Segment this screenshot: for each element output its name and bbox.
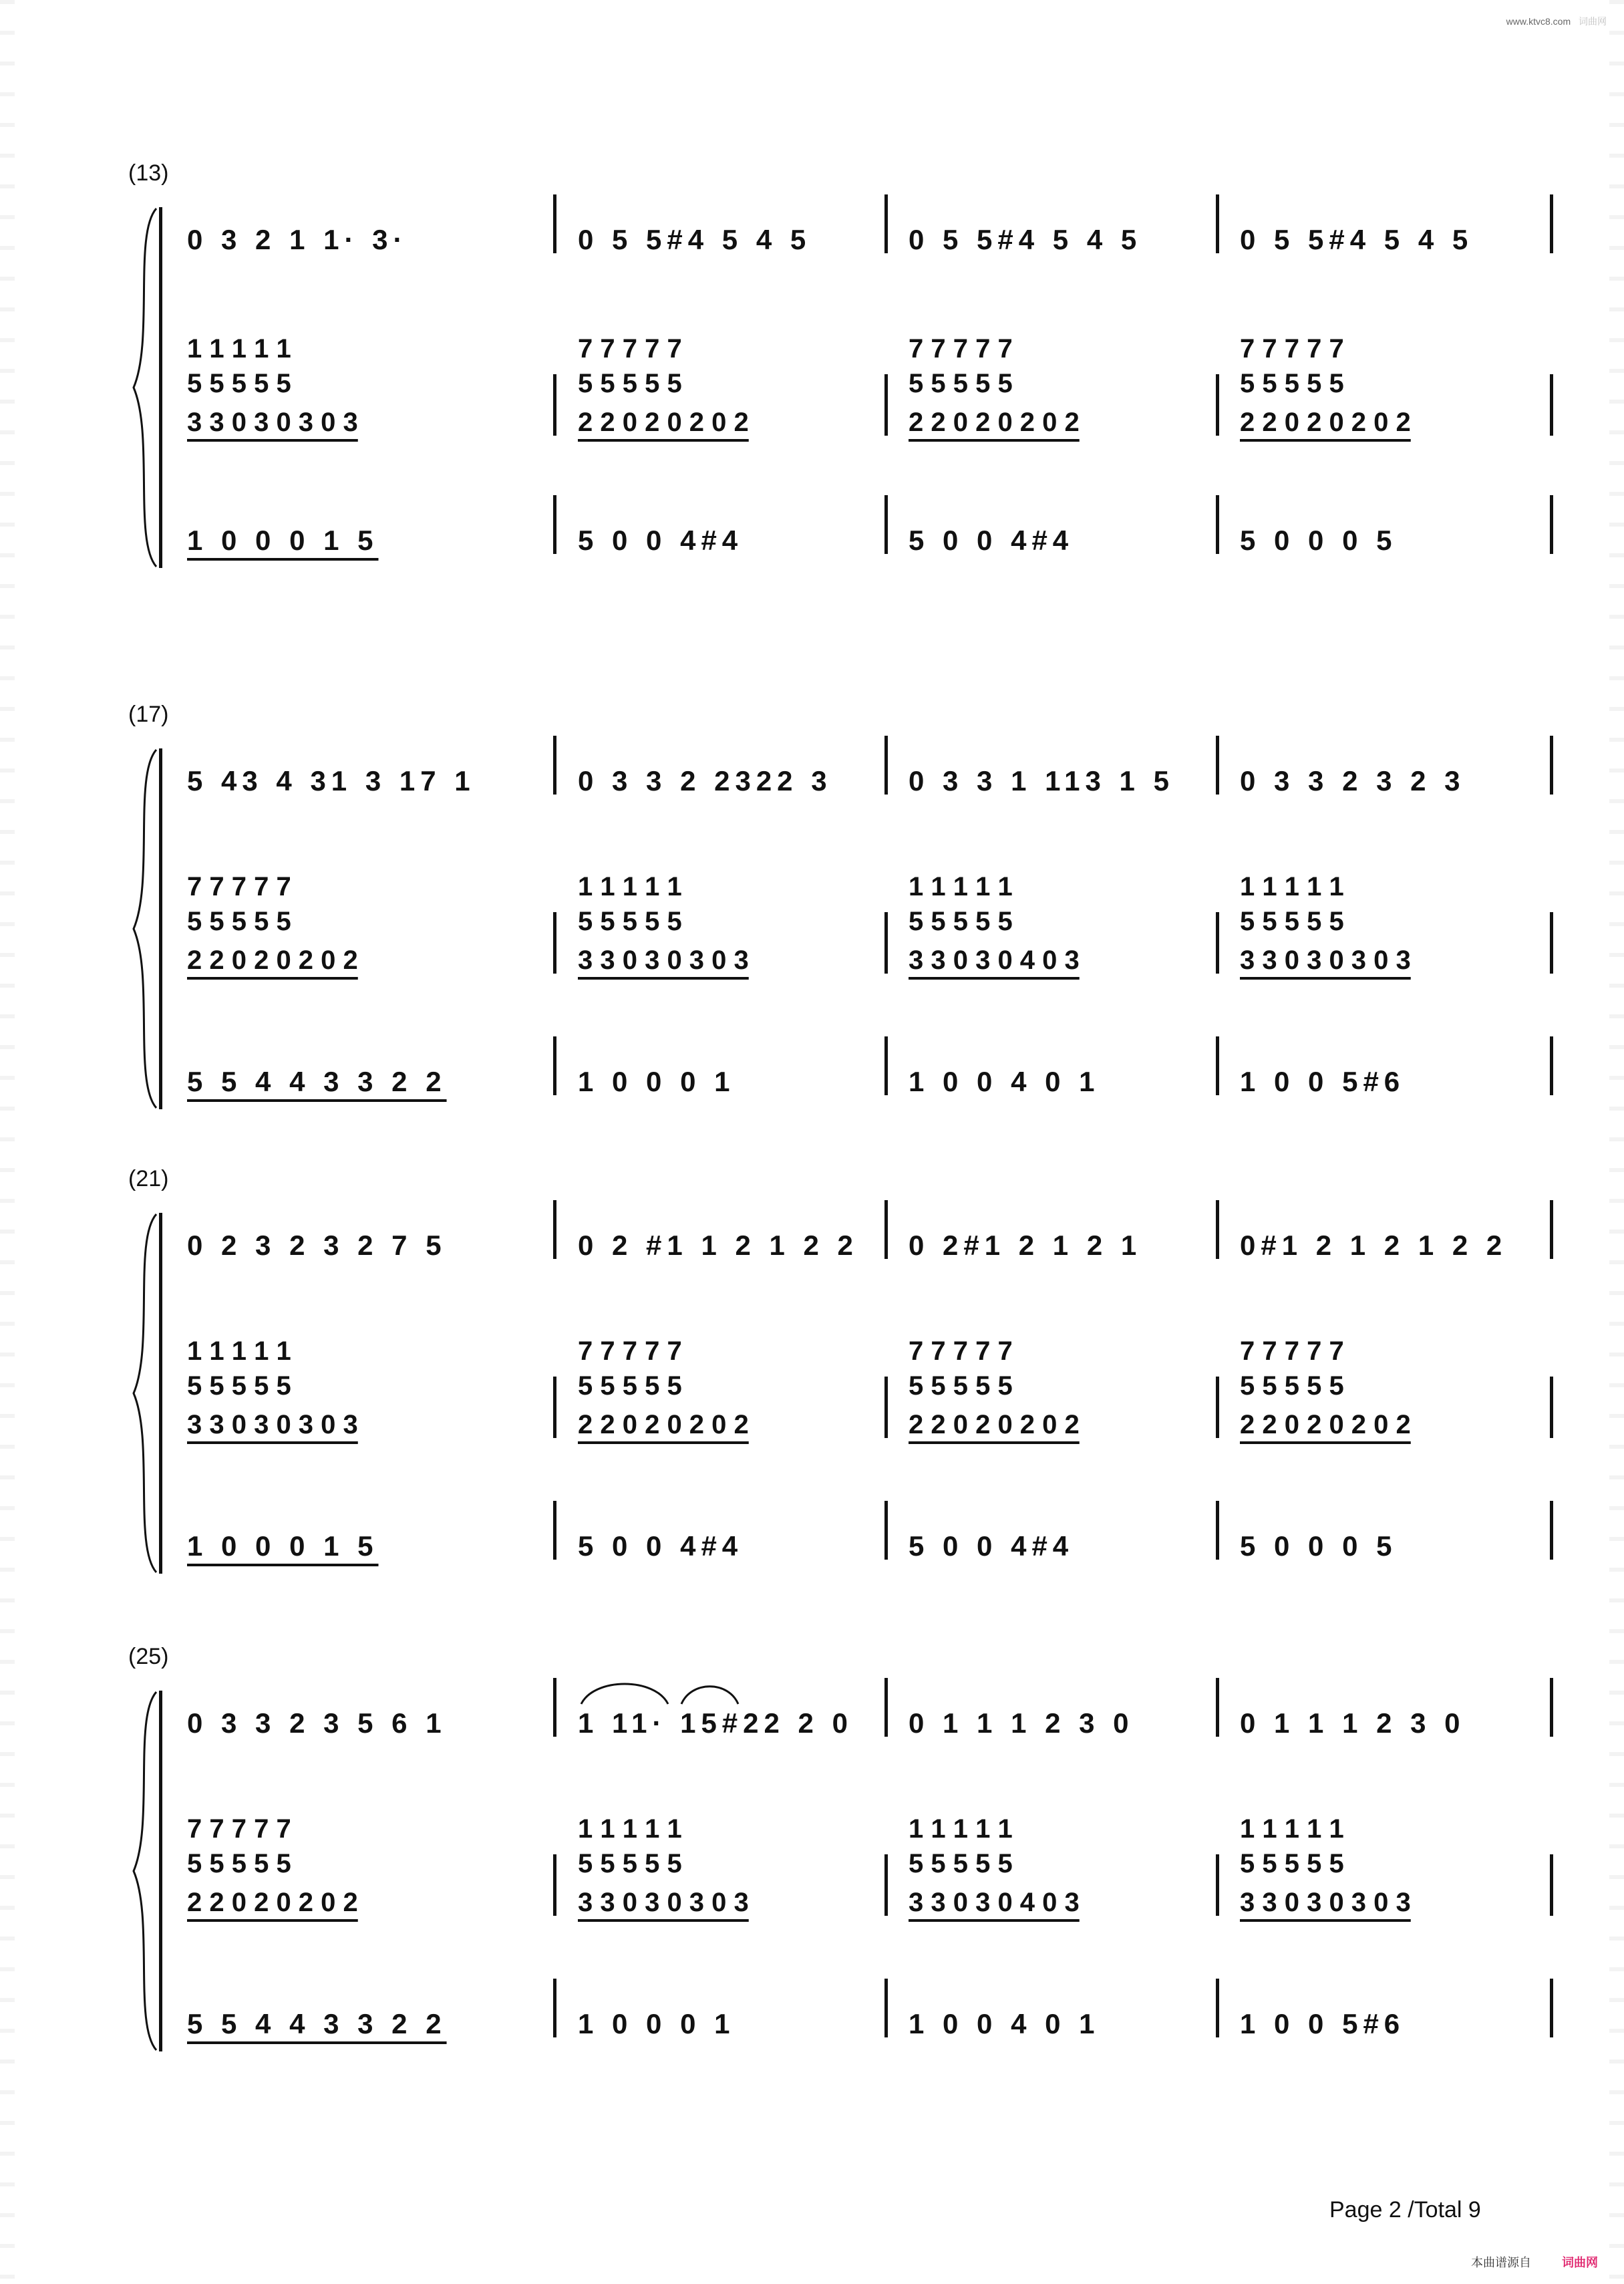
barline bbox=[553, 912, 556, 974]
chord-mid-row: 5 5 5 5 5 bbox=[909, 1371, 1013, 1401]
measure: 0 5 5#4 5 4 5 bbox=[1240, 224, 1474, 255]
chord-staff bbox=[187, 1814, 1496, 1917]
barline bbox=[1216, 194, 1219, 253]
barline bbox=[1550, 736, 1553, 795]
chord-top-row: 1 1 1 1 1 bbox=[187, 1336, 291, 1366]
melody-staff bbox=[187, 1230, 1508, 1270]
chord-top-row: 1 1 1 1 1 bbox=[909, 1814, 1013, 1844]
system-left-line bbox=[159, 207, 162, 568]
chord-mid-row: 5 5 5 5 5 bbox=[1240, 369, 1344, 398]
chord-bottom-row: 2 2 0 2 0 2 0 2 bbox=[578, 1410, 749, 1439]
measure: 5 0 0 0 5 bbox=[1240, 525, 1398, 556]
score-system-1 bbox=[120, 154, 1496, 581]
chord-mid-row: 5 5 5 5 5 bbox=[187, 369, 291, 398]
barline bbox=[1216, 1979, 1219, 2037]
barline bbox=[884, 1377, 888, 1438]
footer-credit-brand: 词曲网 bbox=[1562, 2256, 1598, 2269]
grand-staff-brace bbox=[127, 748, 160, 1109]
chord-top-row: 1 1 1 1 1 bbox=[578, 872, 682, 901]
measure: 1 0 0 4 0 1 bbox=[909, 2008, 1100, 2039]
barline bbox=[1216, 1854, 1219, 1916]
barline bbox=[1550, 495, 1553, 554]
score-system-2 bbox=[120, 695, 1496, 1123]
measure: 0 1 1 1 2 3 0 bbox=[1240, 1707, 1466, 1739]
barline bbox=[1216, 374, 1219, 436]
measure: 0 3 3 1 113 1 5 bbox=[909, 765, 1174, 797]
measure: 5 0 0 4#4 bbox=[909, 1530, 1074, 1562]
measure: 1 0 0 0 1 5 bbox=[187, 525, 379, 556]
barline bbox=[553, 1501, 556, 1560]
chord-bottom-row: 2 2 0 2 0 2 0 2 bbox=[1240, 408, 1411, 437]
barline bbox=[553, 495, 556, 554]
bass-staff bbox=[187, 1530, 1496, 1570]
chord-mid-row: 5 5 5 5 5 bbox=[909, 907, 1013, 936]
grand-staff-brace bbox=[127, 1691, 160, 2051]
measure: 5 0 0 4#4 bbox=[578, 1530, 744, 1562]
page-header bbox=[1506, 15, 1607, 28]
chord-top-row: 7 7 7 7 7 bbox=[909, 1336, 1013, 1366]
barline bbox=[1550, 912, 1553, 974]
melody-staff bbox=[187, 1707, 1496, 1747]
chord-top-row: 1 1 1 1 1 bbox=[909, 872, 1013, 901]
chord-bottom-row: 3 3 0 3 0 3 0 3 bbox=[187, 1410, 358, 1439]
chord-bottom-row: 2 2 0 2 0 2 0 2 bbox=[187, 946, 358, 975]
footer-credit-label: 本曲谱源自 bbox=[1471, 2256, 1531, 2269]
barline bbox=[1550, 1036, 1553, 1095]
barline bbox=[1216, 912, 1219, 974]
barline bbox=[1550, 194, 1553, 253]
site-url: www.ktvc8.com bbox=[1506, 16, 1571, 27]
measure: 0 3 3 2 2322 3 bbox=[578, 765, 832, 797]
measure: 0#1 2 1 2 1 2 2 bbox=[1240, 1230, 1508, 1261]
chord-bottom-row: 3 3 0 3 0 3 0 3 bbox=[578, 946, 749, 975]
chord-bottom-row: 3 3 0 3 0 3 0 3 bbox=[1240, 946, 1411, 975]
measure: 0 5 5#4 5 4 5 bbox=[578, 224, 812, 255]
chord-top-row: 1 1 1 1 1 bbox=[578, 1814, 682, 1844]
chord-top-row: 7 7 7 7 7 bbox=[187, 872, 291, 901]
chord-top-row: 1 1 1 1 1 bbox=[1240, 1814, 1344, 1844]
barline bbox=[553, 1036, 556, 1095]
measure: 1 0 0 5#6 bbox=[1240, 1066, 1406, 1097]
measure: 0 2 3 2 3 2 7 5 bbox=[187, 1230, 447, 1261]
right-watermark-strip bbox=[1609, 0, 1624, 2284]
chord-staff bbox=[187, 334, 1496, 437]
measure: 5 0 0 4#4 bbox=[909, 525, 1074, 556]
chord-bottom-row: 2 2 0 2 0 2 0 2 bbox=[909, 408, 1080, 437]
chord-bottom-row: 2 2 0 2 0 2 0 2 bbox=[1240, 1410, 1411, 1439]
measure: 0 2#1 2 1 2 1 bbox=[909, 1230, 1142, 1261]
chord-top-row: 7 7 7 7 7 bbox=[909, 334, 1013, 364]
chord-top-row: 7 7 7 7 7 bbox=[578, 1336, 682, 1366]
barline bbox=[884, 1678, 888, 1737]
system-left-line bbox=[159, 1691, 162, 2051]
chord-staff bbox=[187, 872, 1496, 975]
bass-staff bbox=[187, 2008, 1496, 2048]
measure: 0 5 5#4 5 4 5 bbox=[909, 224, 1142, 255]
measure: 5 0 0 0 5 bbox=[1240, 1530, 1398, 1562]
barline bbox=[1216, 1678, 1219, 1737]
site-brand: 词曲网 bbox=[1579, 16, 1607, 27]
chord-mid-row: 5 5 5 5 5 bbox=[187, 907, 291, 936]
barline bbox=[1216, 1036, 1219, 1095]
chord-top-row: 7 7 7 7 7 bbox=[1240, 334, 1344, 364]
chord-top-row: 1 1 1 1 1 bbox=[1240, 872, 1344, 901]
chord-bottom-row: 2 2 0 2 0 2 0 2 bbox=[578, 408, 749, 437]
page-number: Page 2 /Total 9 bbox=[1329, 2197, 1481, 2223]
measure-number: (21) bbox=[128, 1166, 169, 1191]
barline bbox=[884, 1501, 888, 1560]
barline bbox=[1550, 1678, 1553, 1737]
grand-staff-brace bbox=[127, 207, 160, 568]
barline bbox=[553, 194, 556, 253]
chord-bottom-row: 3 3 0 3 0 3 0 3 bbox=[187, 408, 358, 437]
barline bbox=[884, 374, 888, 436]
chord-top-row: 1 1 1 1 1 bbox=[187, 334, 291, 364]
chord-top-row: 7 7 7 7 7 bbox=[187, 1814, 291, 1844]
chord-top-row: 7 7 7 7 7 bbox=[578, 334, 682, 364]
system-left-line bbox=[159, 1213, 162, 1574]
measure: 5 0 0 4#4 bbox=[578, 525, 744, 556]
measure: 0 3 3 2 3 2 3 bbox=[1240, 765, 1466, 797]
chord-mid-row: 5 5 5 5 5 bbox=[578, 907, 682, 936]
barline bbox=[884, 1854, 888, 1916]
measure: 0 2 #1 1 2 1 2 2 bbox=[578, 1230, 858, 1261]
measure: 1 0 0 5#6 bbox=[1240, 2008, 1406, 2039]
measure: 1 0 0 4 0 1 bbox=[909, 1066, 1100, 1097]
barline bbox=[1550, 1854, 1553, 1916]
measure: 0 1 1 1 2 3 0 bbox=[909, 1707, 1134, 1739]
score-system-4 bbox=[120, 1644, 1496, 2072]
barline bbox=[1550, 374, 1553, 436]
measure: 5 5 4 4 3 3 2 2 bbox=[187, 2008, 447, 2039]
chord-mid-row: 5 5 5 5 5 bbox=[578, 1371, 682, 1401]
chord-mid-row: 5 5 5 5 5 bbox=[578, 369, 682, 398]
barline bbox=[1216, 495, 1219, 554]
chord-mid-row: 5 5 5 5 5 bbox=[187, 1371, 291, 1401]
measure: 0 3 2 1 1· 3· bbox=[187, 224, 408, 255]
barline bbox=[1550, 1200, 1553, 1259]
score-system-3 bbox=[120, 1166, 1508, 1594]
chord-mid-row: 5 5 5 5 5 bbox=[187, 1849, 291, 1878]
measure: 1 0 0 0 1 bbox=[578, 1066, 736, 1097]
barline bbox=[1216, 1501, 1219, 1560]
slur-marks bbox=[575, 1671, 842, 1711]
measure: 1 0 0 0 1 5 bbox=[187, 1530, 379, 1562]
barline bbox=[1550, 1979, 1553, 2037]
barline bbox=[553, 1377, 556, 1438]
chord-mid-row: 5 5 5 5 5 bbox=[1240, 1849, 1344, 1878]
measure: 1 0 0 0 1 bbox=[578, 2008, 736, 2039]
system-left-line bbox=[159, 748, 162, 1109]
chord-mid-row: 5 5 5 5 5 bbox=[1240, 907, 1344, 936]
barline bbox=[884, 194, 888, 253]
measure-number: (17) bbox=[128, 702, 169, 727]
measure: 1 11· 15#22 2 0 bbox=[578, 1707, 853, 1739]
barline bbox=[884, 495, 888, 554]
chord-mid-row: 5 5 5 5 5 bbox=[909, 1849, 1013, 1878]
barline bbox=[884, 1979, 888, 2037]
barline bbox=[1216, 736, 1219, 795]
chord-bottom-row: 3 3 0 3 0 3 0 3 bbox=[1240, 1888, 1411, 1917]
barline bbox=[553, 374, 556, 436]
barline bbox=[884, 736, 888, 795]
barline bbox=[1216, 1200, 1219, 1259]
chord-mid-row: 5 5 5 5 5 bbox=[909, 369, 1013, 398]
barline bbox=[1550, 1501, 1553, 1560]
barline bbox=[553, 1854, 556, 1916]
barline bbox=[553, 1678, 556, 1737]
barline bbox=[884, 912, 888, 974]
chord-staff bbox=[187, 1336, 1496, 1439]
measure-number: (25) bbox=[128, 1644, 169, 1669]
barline bbox=[884, 1036, 888, 1095]
chord-bottom-row: 2 2 0 2 0 2 0 2 bbox=[187, 1888, 358, 1917]
barline bbox=[1550, 1377, 1553, 1438]
chord-bottom-row: 3 3 0 3 0 4 0 3 bbox=[909, 946, 1080, 975]
chord-bottom-row: 2 2 0 2 0 2 0 2 bbox=[909, 1410, 1080, 1439]
measure: 5 5 4 4 3 3 2 2 bbox=[187, 1066, 447, 1097]
grand-staff-brace bbox=[127, 1213, 160, 1574]
bass-staff bbox=[187, 1066, 1496, 1106]
melody-staff bbox=[187, 765, 1496, 805]
chord-bottom-row: 3 3 0 3 0 4 0 3 bbox=[909, 1888, 1080, 1917]
chord-top-row: 7 7 7 7 7 bbox=[1240, 1336, 1344, 1366]
bass-staff bbox=[187, 525, 1496, 565]
melody-staff bbox=[187, 224, 1496, 264]
barline bbox=[553, 736, 556, 795]
chord-mid-row: 5 5 5 5 5 bbox=[578, 1849, 682, 1878]
barline bbox=[553, 1979, 556, 2037]
chord-mid-row: 5 5 5 5 5 bbox=[1240, 1371, 1344, 1401]
barline bbox=[884, 1200, 888, 1259]
left-watermark-strip bbox=[0, 0, 15, 2284]
measure-number: (13) bbox=[128, 160, 169, 186]
measure: 5 43 4 31 3 17 1 bbox=[187, 765, 476, 797]
chord-bottom-row: 3 3 0 3 0 3 0 3 bbox=[578, 1888, 749, 1917]
measure: 0 3 3 2 3 5 6 1 bbox=[187, 1707, 447, 1739]
barline bbox=[553, 1200, 556, 1259]
barline bbox=[1216, 1377, 1219, 1438]
